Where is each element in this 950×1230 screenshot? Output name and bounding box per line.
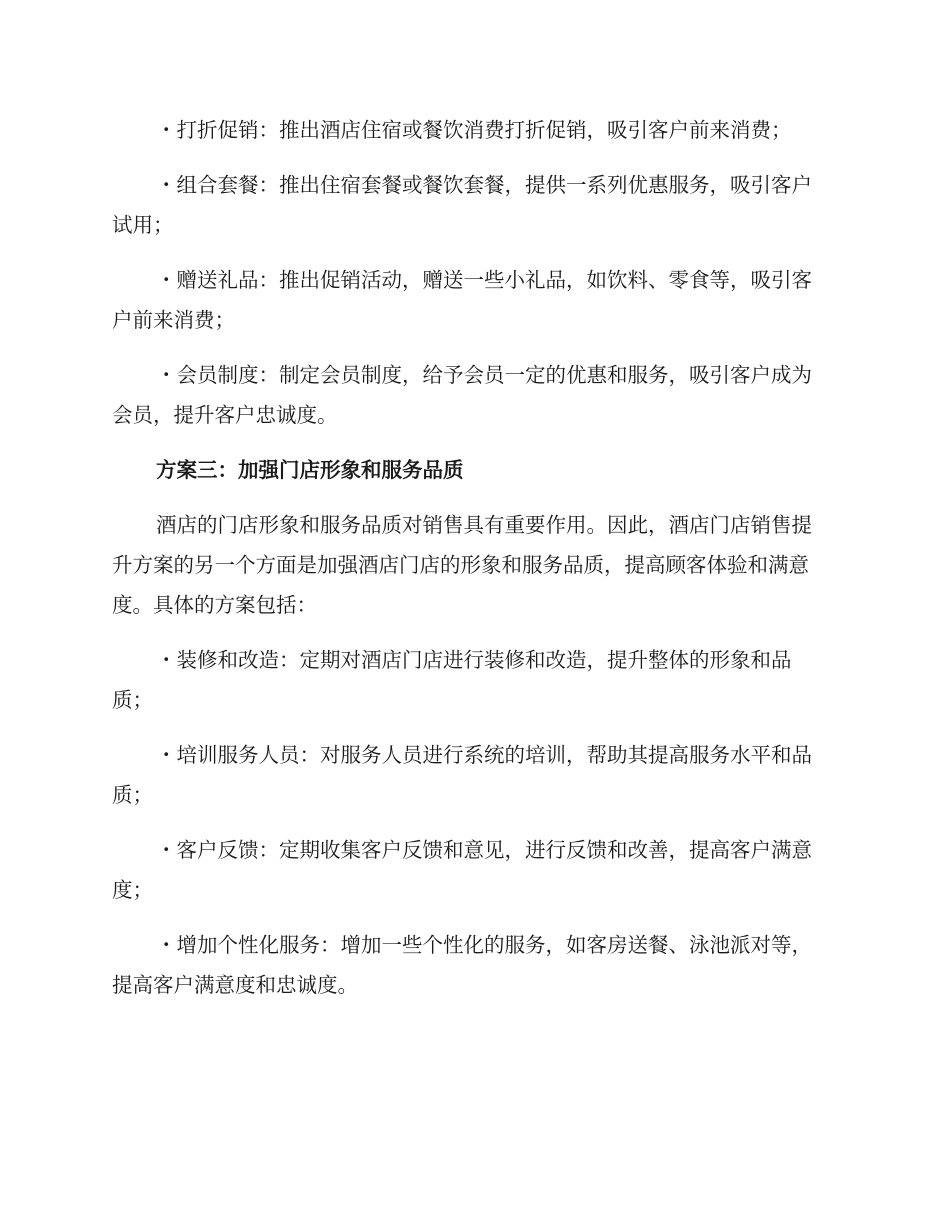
list-item-discount-promotion: ・打折促销：推出酒店住宿或餐饮消费打折促销，吸引客户前来消费； (156, 118, 792, 142)
document-body (112, 110, 832, 1020)
list-item-combo-package: ・组合套餐：推出住宿套餐或餐饮套餐，提供一系列优惠服务，吸引客户试用； (112, 173, 812, 237)
list-item-personalized-service: ・增加个性化服务：增加一些个性化的服务，如客房送餐、泳池派对等，提高客户满意度和忠诚度。 (112, 933, 812, 997)
list-item-renovation: ・装修和改造：定期对酒店门店进行装修和改造，提升整体的形象和品质； (112, 648, 792, 712)
section-intro-paragraph: 酒店的门店形象和服务品质对销售具有重要作用。因此，酒店门店销售提升方案的另一个方面是加强酒店门店的形象和服务品质，提高顾客体验和满意度。具体的方案包括： (112, 513, 812, 617)
section-heading: 方案三：加强门店形象和服务品质 (156, 458, 464, 482)
list-item-staff-training: ・培训服务人员：对服务人员进行系统的培训，帮助其提高服务水平和品质； (112, 743, 812, 807)
list-item-customer-feedback: ・客户反馈：定期收集客户反馈和意见，进行反馈和改善，提高客户满意度； (112, 838, 812, 902)
list-item-membership-system: ・会员制度：制定会员制度，给予会员一定的优惠和服务，吸引客户成为会员，提升客户忠诚度。 (112, 363, 812, 427)
list-item-gift-giveaway: ・赠送礼品：推出促销活动，赠送一些小礼品，如饮料、零食等，吸引客户前来消费； (112, 268, 812, 332)
